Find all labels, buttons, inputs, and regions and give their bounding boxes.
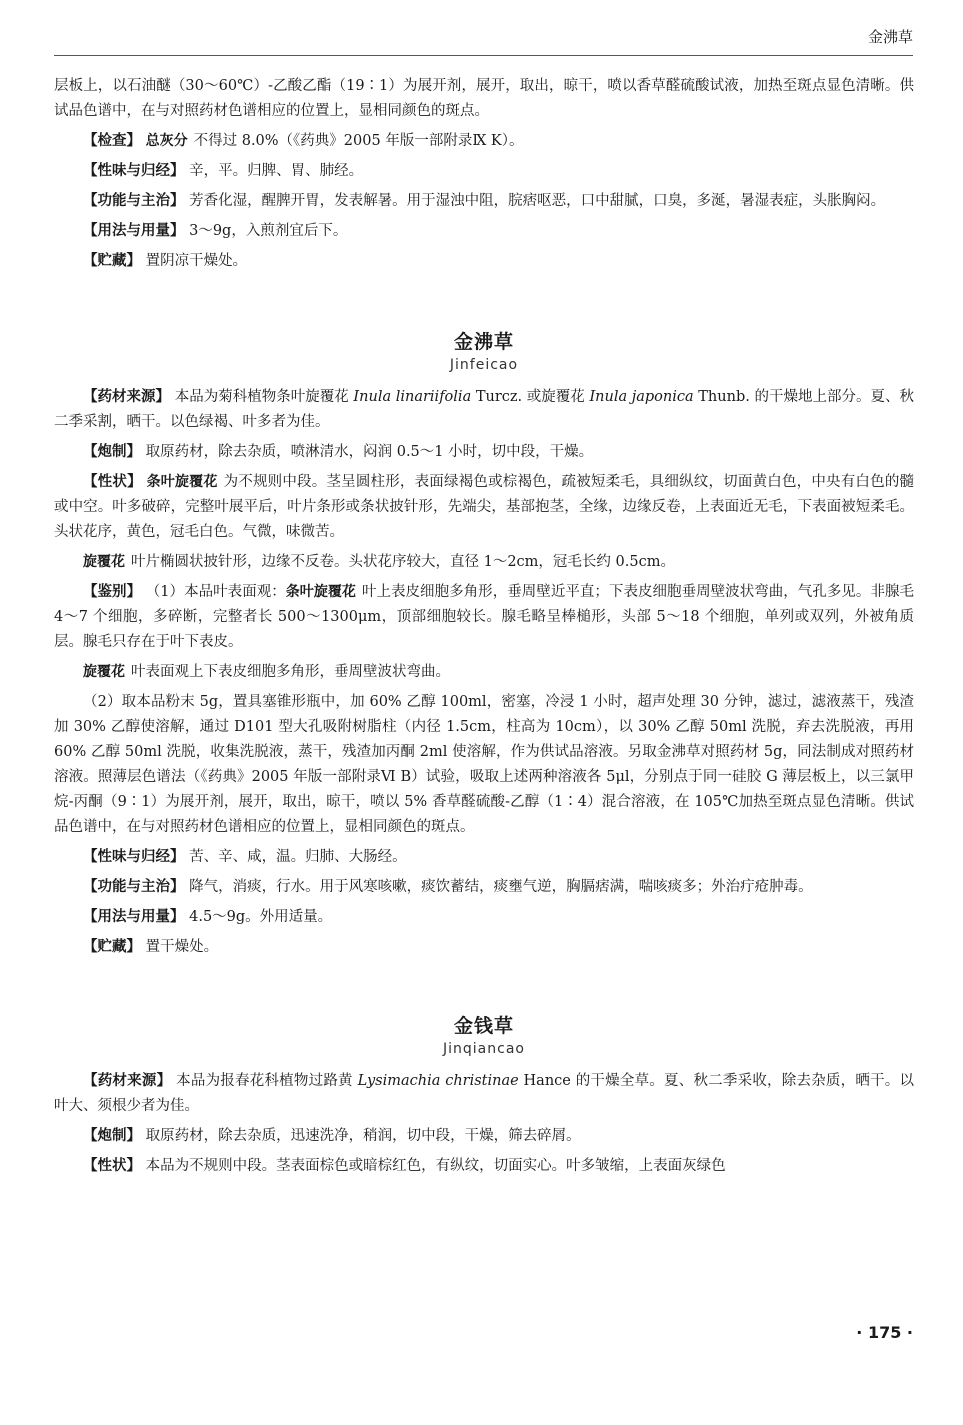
- paragraph-processing: [54, 440, 914, 465]
- text-characters-2: 叶片椭圆状披针形，边缘不反卷。头状花序较大，直径 1～2cm，冠毛长约 0.5cm。: [131, 554, 675, 570]
- text-storage-2: 置干燥处。: [145, 939, 219, 955]
- latin-name-inula-linariifolia: Inula linariifolia: [353, 389, 472, 405]
- text-processing-3: 取原药材，除去杂质，迅速洗净，稍润，切中段，干燥，筛去碎屑。: [145, 1128, 581, 1144]
- label-function: 【功能与主治】: [83, 193, 185, 209]
- sublabel-total-ash: 总灰分: [145, 133, 188, 149]
- sublabel-ident-japonica: 旋覆花: [83, 664, 125, 680]
- text-identification-2: 叶表面观上下表皮细胞多角形，垂周壁波状弯曲。: [131, 664, 450, 680]
- text-usage: 3～9g，入煎剂宜后下。: [189, 223, 348, 239]
- text-check: 不得过 8.0%（《药典》2005 年版一部附录Ⅸ K）。: [193, 133, 524, 149]
- entry-pinyin-jinqiancao: Jinqiancao: [443, 1041, 525, 1057]
- text-source-a: 本品为菊科植物条叶旋覆花: [174, 389, 349, 405]
- paragraph-usage-2: [54, 905, 914, 930]
- text-source-3a: 本品为报春花科植物过路黄: [176, 1073, 353, 1089]
- paragraph-characters: [54, 470, 914, 545]
- paragraph-check: [54, 129, 914, 154]
- text-source-c: Thunb. 的干燥地上部分。夏、秋二季采割，晒干。以色绿褐、叶多者为佳。: [54, 389, 915, 430]
- paragraph-characters-japonica: [54, 550, 914, 575]
- label-source: 【药材来源】: [83, 389, 171, 405]
- paragraph-identification-japonica: [54, 660, 914, 685]
- text-characters-3: 本品为不规则中段。茎表面棕色或暗棕红色，有纵纹，切面实心。叶多皱缩，上表面灰绿色: [145, 1158, 726, 1174]
- paragraph-processing-3: [54, 1124, 914, 1149]
- label-storage: 【贮藏】: [83, 253, 141, 269]
- label-storage-2: 【贮藏】: [83, 939, 141, 955]
- page-number: · 175 ·: [856, 1323, 913, 1342]
- paragraph-storage-2: [54, 935, 914, 960]
- label-characters-3: 【性状】: [83, 1158, 141, 1174]
- paragraph-characters-3: [54, 1154, 914, 1179]
- label-check: 【检查】: [83, 133, 141, 149]
- label-processing: 【炮制】: [83, 444, 141, 460]
- running-header-title: 金沸草: [867, 28, 913, 46]
- text-identification-1: 叶上表皮细胞多角形，垂周壁近平直；下表皮细胞垂周壁波状弯曲，气孔多见。非腺毛 4～7 个细胞，多碎断，完整者长 500～1300μm，顶部细胞较长。腺毛略呈棒槌形，头部 5～18 个细胞，单列或双列，外被角质层。腺毛只存在于叶下表皮。: [54, 584, 915, 650]
- header-rule: [54, 55, 913, 56]
- paragraph-source-3: [54, 1069, 914, 1119]
- text-processing: 取原药材，除去杂质，喷淋清水，闷润 0.5～1 小时，切中段，干燥。: [145, 444, 594, 460]
- paragraph-source: [54, 385, 914, 435]
- entry-title-jinfeicao: 金沸草: [453, 331, 514, 353]
- paragraph-usage: [54, 219, 914, 244]
- latin-name-lysimachia: Lysimachia christinae: [357, 1073, 519, 1089]
- label-usage: 【用法与用量】: [83, 223, 185, 239]
- text-characters-1: 为不规则中段。茎呈圆柱形，表面绿褐色或棕褐色，疏被短柔毛，具细纵纹，切面黄白色，中央有白色的髓或中空。叶多破碎，完整叶展平后，叶片条形或条状披针形，先端尖，基部抱茎，全缘，边缘反卷，上表面近无毛，下表面被短柔毛。头状花序，黄色，冠毛白色。气微，味微苦。: [54, 474, 915, 540]
- sublabel-japonica: 旋覆花: [83, 554, 125, 570]
- text-usage-2: 4.5～9g。外用适量。: [189, 909, 333, 925]
- text-source-b: Turcz. 或旋覆花: [475, 389, 585, 405]
- entry-title-jinqiancao: 金钱草: [453, 1015, 514, 1037]
- paragraph-identification: [54, 580, 914, 655]
- paragraph-storage: [54, 249, 914, 274]
- label-characters: 【性状】: [83, 474, 142, 490]
- text-source-3b: Hance 的干燥全草。夏、秋二季采收，除去杂质，晒干。以叶大、须根少者为佳。: [54, 1073, 914, 1114]
- label-processing-3: 【炮制】: [83, 1128, 141, 1144]
- label-nature-2: 【性味与归经】: [83, 849, 185, 865]
- text-nature: 辛，平。归脾、胃、肺经。: [189, 163, 364, 179]
- paragraph-tlc-continued: 层板上，以石油醚（30～60℃）-乙酸乙酯（19∶1）为展开剂，展开，取出，晾干，喷以香草醛硫酸试液，加热至斑点显色清晰。供试品色谱中，在与对照药材色谱相应的位置上，显相同颜色的斑点。: [54, 78, 914, 119]
- sublabel-ident-linariifolia: 条叶旋覆花: [285, 584, 356, 600]
- text-function: 芳香化湿，醒脾开胃，发表解暑。用于湿浊中阻，脘痞呕恶，口中甜腻，口臭，多涎，暑湿表症，头胀胸闷。: [189, 193, 886, 209]
- entry-pinyin-jinfeicao: Jinfeicao: [449, 357, 519, 373]
- paragraph-nature: [54, 159, 914, 184]
- paragraph-function: [54, 189, 914, 214]
- text-function-2: 降气，消痰，行水。用于风寒咳嗽，痰饮蓄结，痰壅气逆，胸膈痞满，喘咳痰多；外治疔疮肿毒。: [189, 879, 813, 895]
- paragraph-nature-2: [54, 845, 914, 870]
- label-nature: 【性味与归经】: [83, 163, 185, 179]
- text-storage: 置阴凉干燥处。: [145, 253, 248, 269]
- latin-name-inula-japonica: Inula japonica: [589, 389, 694, 405]
- paragraph-function-2: [54, 875, 914, 900]
- label-identification: 【鉴别】: [83, 584, 142, 600]
- page-body: [54, 74, 914, 1184]
- label-usage-2: 【用法与用量】: [83, 909, 185, 925]
- paragraph-identification-tlc: （2）取本品粉末 5g，置具塞锥形瓶中，加 60% 乙醇 100ml，密塞，冷浸 1 小时，超声处理 30 分钟，滤过，滤液蒸干，残渣加 30% 乙醇使溶解，通过 D101 型大孔吸附树脂柱（内径 1.5cm，柱高为 10cm），以 30% 乙醇 50ml 洗脱，弃去洗脱液，再用 60% 乙醇 50ml 洗脱，收集洗脱液，蒸干，残渣加丙酮 2ml 使溶解，作为供试品溶液。另取金沸草对照药材 5g，同法制成对照药材溶液。照薄层色谱法（《药典》2005 年版一部附录Ⅵ B）试验，吸取上述两种溶液各 5μl，分别点于同一硅胶 G 薄层板上，以三氯甲烷-丙酮（9∶1）为展开剂，展开，取出，晾干，喷以 5% 香草醛硫酸-乙醇（1∶4）混合溶液，在 105℃加热至斑点显色清晰。供试品色谱中，在与对照药材色谱相应的位置上，显相同颜色的斑点。: [54, 694, 914, 835]
- sublabel-linariifolia: 条叶旋覆花: [146, 474, 218, 490]
- label-function-2: 【功能与主治】: [83, 879, 185, 895]
- text-nature-2: 苦、辛、咸，温。归肺、大肠经。: [189, 849, 407, 865]
- label-source-3: 【药材来源】: [83, 1073, 172, 1089]
- text-identification-pre: （1）本品叶表面观：: [145, 584, 286, 600]
